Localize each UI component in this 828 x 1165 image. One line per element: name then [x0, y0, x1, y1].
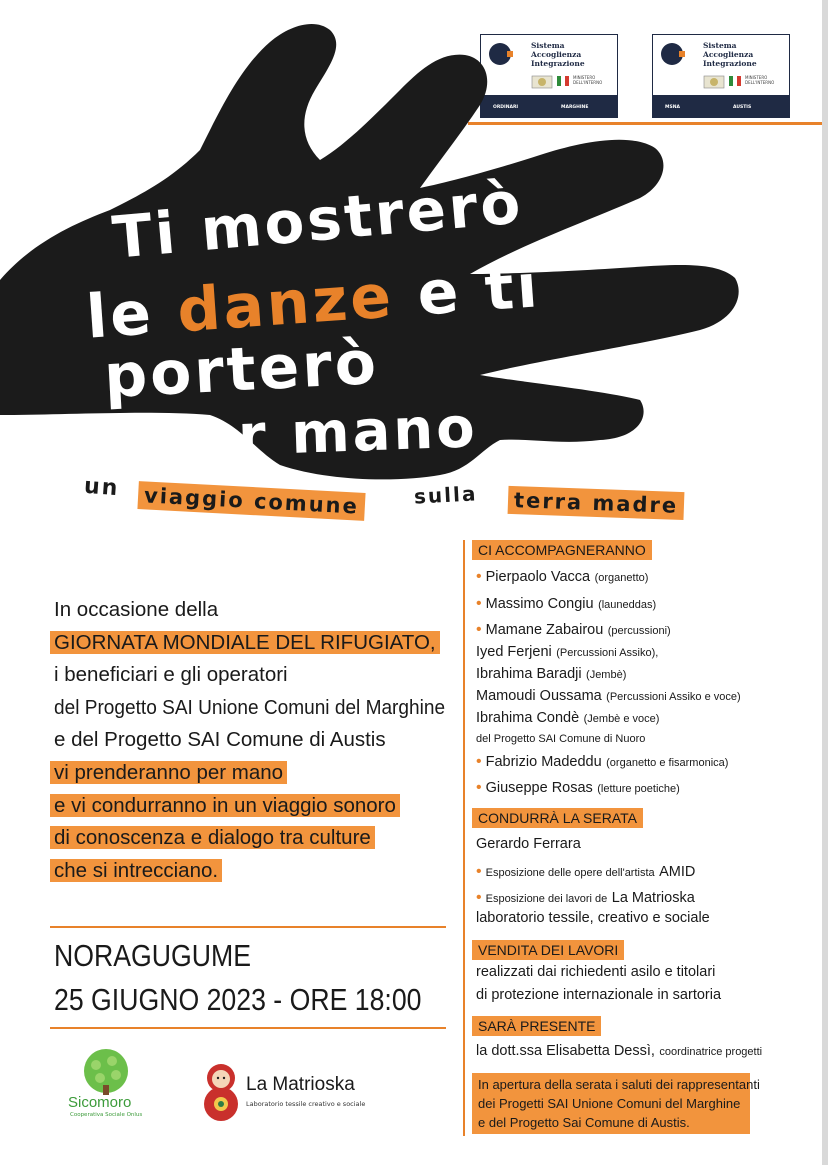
sai-bar-right: MARGHINE [561, 105, 589, 110]
title-line-1: Ti mostrerò [109, 168, 526, 272]
subtitle-word-sulla: sulla [413, 481, 478, 509]
intro-line-1: In occasione della [54, 598, 219, 621]
sai-line1: Sistema [703, 41, 737, 50]
title-line-3: porterò [102, 327, 381, 413]
page-edge [822, 0, 828, 1165]
subtitle [84, 475, 744, 535]
subtitle-viaggio-comune: viaggio comune [137, 481, 365, 521]
sale-heading: VENDITA DEI LAVORI [472, 940, 624, 960]
performer: Iyed Ferjeni (Percussioni Assiko), [476, 644, 659, 660]
intro-line-7: e vi condurranno in un viaggio sonoro [50, 794, 400, 817]
exhibit-2-desc: laboratorio tessile, creativo e sociale [476, 910, 710, 926]
performer-note: del Progetto SAI Comune di Nuoro [476, 733, 646, 745]
title-word-e-ti: e ti [415, 251, 543, 330]
performer: • Massimo Congiu (launeddas) [476, 595, 657, 612]
sicomoro-logo-text: Sicomoro [68, 1094, 132, 1111]
sai-line1: Sistema [531, 41, 565, 50]
intro-line-2: GIORNATA MONDIALE DEL RIFUGIATO, [50, 631, 440, 654]
performer: Mamoudi Oussama (Percussioni Assiko e voce) [476, 688, 741, 704]
closing-line-2: dei Progetti SAI Unione Comuni del Marghine [478, 1096, 741, 1111]
title-word-danze: danze [175, 261, 397, 347]
subtitle-terra-madre: terra madre [508, 486, 685, 520]
intro-line-5: e del Progetto SAI Comune di Austis [54, 728, 386, 752]
title-word-le: le [84, 278, 157, 353]
exhibit-2: • Esposizione dei lavori de La Matrioska [476, 889, 695, 906]
sai-line2: Accoglienza [703, 50, 754, 59]
divider [50, 926, 446, 928]
sai-bar-left: ORDINARI [493, 105, 519, 110]
sicomoro-subtitle: Cooperativa Sociale Onlus [70, 1112, 143, 1118]
performer: Ibrahima Condè (Jembè e voce) [476, 710, 660, 726]
sai-line2: Accoglienza [531, 50, 582, 59]
column-divider [463, 540, 465, 1136]
performer: • Mamane Zabairou (percussioni) [476, 621, 671, 638]
event-datetime: 25 GIUGNO 2023 - ORE 18:00 [54, 982, 422, 1017]
performer: • Giuseppe Rosas (letture poetiche) [476, 779, 680, 796]
sai-bar-right: AUSTIS [733, 105, 752, 110]
subtitle-word-un: un [83, 473, 121, 502]
present-person: la dott.ssa Elisabetta Dessì, coordinatrice progetti [476, 1043, 763, 1059]
intro-line-9: che si intrecciano. [50, 859, 222, 882]
sai-bar-left: MSNA [665, 105, 680, 110]
performer: Ibrahima Baradji (Jembè) [476, 666, 627, 682]
sale-line-1: realizzati dai richiedenti asilo e titolari [476, 964, 716, 980]
intro-line-4: del Progetto SAI Unione Comuni del Marghine [54, 695, 446, 719]
divider [50, 1027, 446, 1029]
intro-line-3: i beneficiari e gli operatori [54, 663, 288, 687]
closing-note [472, 1073, 760, 1134]
present-heading: SARÀ PRESENTE [472, 1016, 601, 1036]
intro-text [54, 594, 454, 887]
closing-line-3: e del Progetto Sai Comune di Austis. [478, 1115, 690, 1130]
sai-line3: Integrazione [703, 59, 757, 68]
performer: • Pierpaolo Vacca (organetto) [476, 568, 649, 585]
host-heading: CONDURRÀ LA SERATA [472, 808, 643, 828]
sale-line-2: di protezione internazionale in sartoria [476, 987, 722, 1003]
ministry-label: MINISTERO DELL'INTERNO [745, 75, 775, 85]
intro-line-6: vi prenderanno per mano [50, 761, 287, 784]
event-city: NORAGUGUME [54, 938, 252, 973]
performer: • Fabrizio Madeddu (organetto e fisarmonica) [476, 753, 729, 770]
matrioska-subtitle: Laboratorio tessile creativo e sociale [246, 1100, 366, 1108]
closing-line-1: In apertura della serata i saluti dei rappresentanti [478, 1077, 760, 1092]
host-name: Gerardo Ferrara [476, 836, 581, 852]
matrioska-logo-text: La Matrioska [246, 1074, 355, 1095]
exhibit-1: • Esposizione delle opere dell'artista AMID [476, 863, 696, 880]
intro-line-8: di conoscenza e dialogo tra culture [50, 826, 375, 849]
sai-line3: Integrazione [531, 59, 585, 68]
matrioska-doll-icon [202, 1060, 240, 1122]
ministry-label: MINISTERO DELL'INTERNO [573, 75, 603, 85]
performers-heading: CI ACCOMPAGNERANNO [472, 540, 652, 560]
title-line-4: per mano [152, 395, 479, 472]
